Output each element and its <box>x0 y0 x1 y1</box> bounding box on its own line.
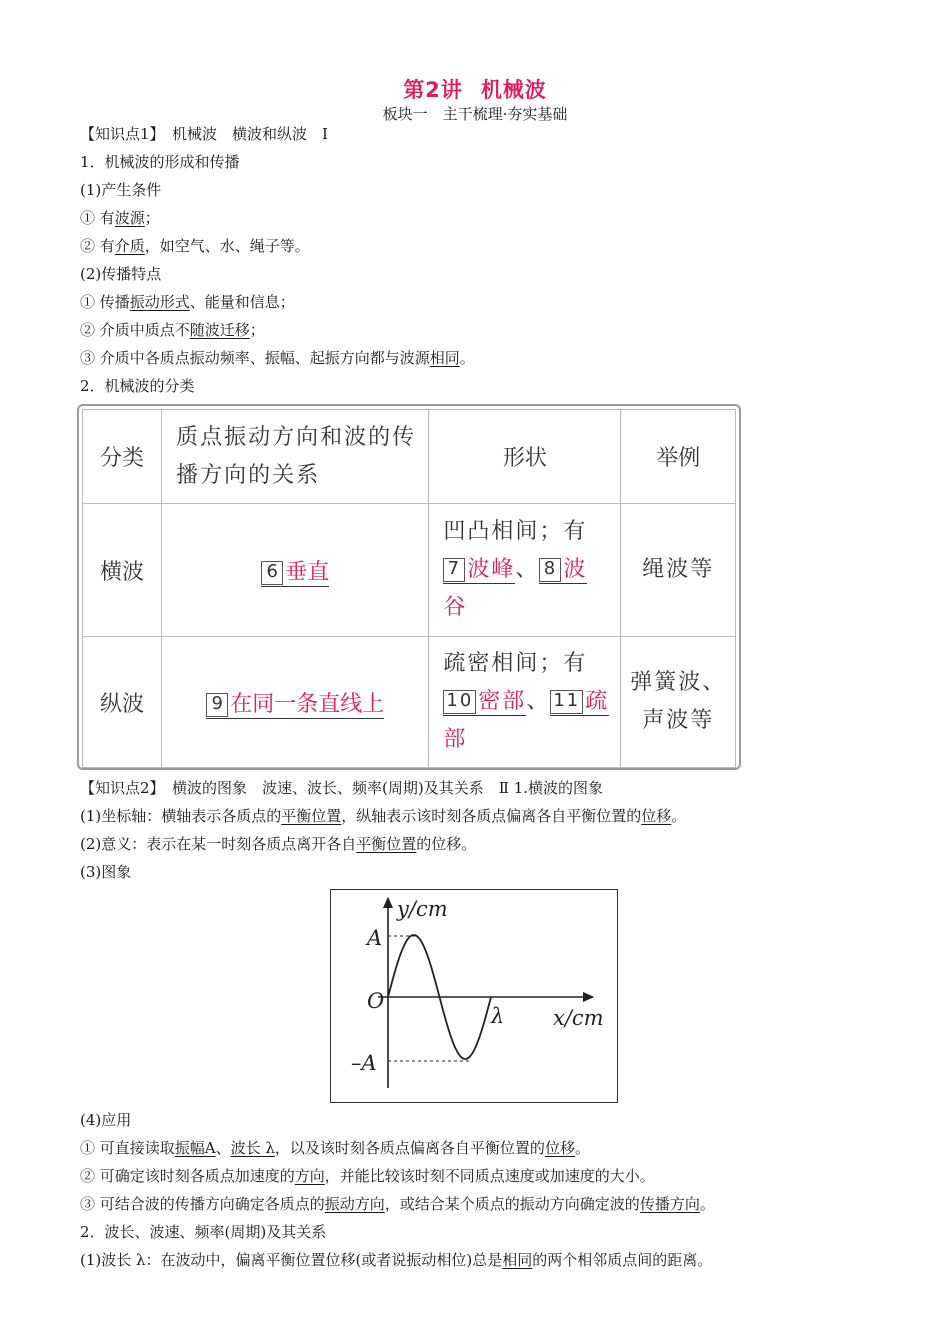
answer-blank: 平衡位置 <box>356 835 417 853</box>
kp2-a2: (2)意义：表示在某一时刻各质点离开各自平衡位置的位移。 <box>80 835 477 853</box>
blank-number: 11 <box>550 690 583 714</box>
kp2-b2: ② 可确定该时刻各质点加速度的方向，并能比较该时刻不同质点速度或加速度的大小。 <box>80 1167 655 1185</box>
kp2-a3: (3)图象 <box>80 863 132 881</box>
table-header-cell: 质点振动方向和波的传播方向的关系 <box>162 410 429 504</box>
kp1-item2: ② 有介质，如空气、水、绳子等。 <box>80 237 310 255</box>
answer-blank: 振幅A <box>174 1139 216 1157</box>
shape-cell: 凹凸相间；有 7 波峰、 8 波 谷 <box>429 504 621 637</box>
page-title <box>0 74 950 104</box>
kp2-a4: (4)应用 <box>80 1111 132 1129</box>
answer-blank: 位移 <box>641 807 672 825</box>
table-row <box>83 504 736 637</box>
answer-blank: 位移 <box>544 1139 575 1157</box>
kp1-s1-2: (2)传播特点 <box>80 265 162 283</box>
transverse-wave-graph <box>330 889 618 1103</box>
answer-blank: 振动形式 <box>129 293 190 311</box>
answer-blank: 方向 <box>294 1167 325 1185</box>
title-topic: 机械波 <box>480 78 547 102</box>
answer-blank: 振动方向 <box>324 1195 385 1213</box>
kp2-b3: ③ 可结合波的传播方向确定各质点的振动方向，或结合某个质点的振动方向确定波的传播方向。 <box>80 1195 715 1213</box>
answer-blank: 相同 <box>502 1251 533 1269</box>
example-cell: 绳波等 <box>621 504 736 637</box>
kp1-item5: ③ 介质中各质点振动频率、振幅、起振方向都与波源相同。 <box>80 349 475 367</box>
wave-graph-svg <box>331 890 617 1102</box>
relation-cell <box>162 637 429 768</box>
neg-amplitude-label: –A <box>351 1051 377 1075</box>
kp1-s1-1: (1)产生条件 <box>80 181 162 199</box>
kp1-item3: ① 传播振动形式、能量和信息； <box>80 293 295 311</box>
kp2-c1: (1)波长 λ：在波动中，偏离平衡位置位移(或者说振动相位)总是相同的两个相邻质点间的距离。 <box>80 1251 713 1269</box>
table-header-row <box>83 410 736 504</box>
kp1-heading: 【知识点1】 机械波 横波和纵波 Ⅰ <box>80 125 328 143</box>
table-header-cell: 形状 <box>429 410 621 504</box>
wave-classification-table <box>77 404 741 770</box>
kp1-s1: 1．机械波的形成和传播 <box>80 153 240 171</box>
amplitude-label: A <box>367 926 383 950</box>
kp2-b1: ① 可直接读取振幅A、波长 λ，以及该时刻各质点偏离各自平衡位置的位移。 <box>80 1139 590 1157</box>
x-axis-label: x/cm <box>553 1006 604 1030</box>
answer-text: 在同一条直线上 <box>230 691 385 717</box>
answer-blank: 传播方向 <box>639 1195 700 1213</box>
blank-number: 6 <box>261 561 283 585</box>
answer-blank: 随波迁移 <box>189 321 250 339</box>
wave-type-cell: 横波 <box>83 504 162 637</box>
relation-cell <box>162 504 429 637</box>
title-lecture: 第2讲 <box>403 78 463 102</box>
kp1-item4: ② 介质中质点不随波迁移； <box>80 321 265 339</box>
blank-number: 10 <box>443 690 476 714</box>
blank-number: 7 <box>443 558 465 582</box>
kp1-item1: ① 有波源； <box>80 209 160 227</box>
kp2-a1: (1)坐标轴：横轴表示各质点的平衡位置，纵轴表示该时刻各质点偏离各自平衡位置的位移。 <box>80 807 687 825</box>
section-subtitle: 板块一 主干梳理·夯实基础 <box>382 105 568 123</box>
table-row <box>83 637 736 768</box>
blank-number: 8 <box>539 558 561 582</box>
table-header-cell: 举例 <box>621 410 736 504</box>
example-cell: 弹簧波、 声波等 <box>621 637 736 768</box>
table-header-cell: 分类 <box>83 410 162 504</box>
answer-blank: 介质 <box>114 237 145 255</box>
y-axis-label: y/cm <box>397 897 448 921</box>
kp1-s2: 2．机械波的分类 <box>80 377 195 395</box>
answer-blank: 波源 <box>114 209 145 227</box>
origin-label: O <box>367 989 385 1013</box>
answer-blank: 平衡位置 <box>281 807 342 825</box>
wave-type-cell: 纵波 <box>83 637 162 768</box>
blank-number: 9 <box>206 693 228 717</box>
answer-blank: 相同 <box>429 349 460 367</box>
kp2-s2: 2．波长、波速、频率(周期)及其关系 <box>80 1223 327 1241</box>
answer-text: 垂直 <box>285 559 330 585</box>
wavelength-label: λ <box>491 1004 505 1028</box>
kp2-heading: 【知识点2】 横波的图象 波速、波长、频率(周期)及其关系 Ⅱ 1.横波的图象 <box>80 779 604 797</box>
shape-cell: 疏密相间；有 10 密部、 11 疏 部 <box>429 637 621 768</box>
answer-blank: 波长 λ <box>230 1139 275 1157</box>
